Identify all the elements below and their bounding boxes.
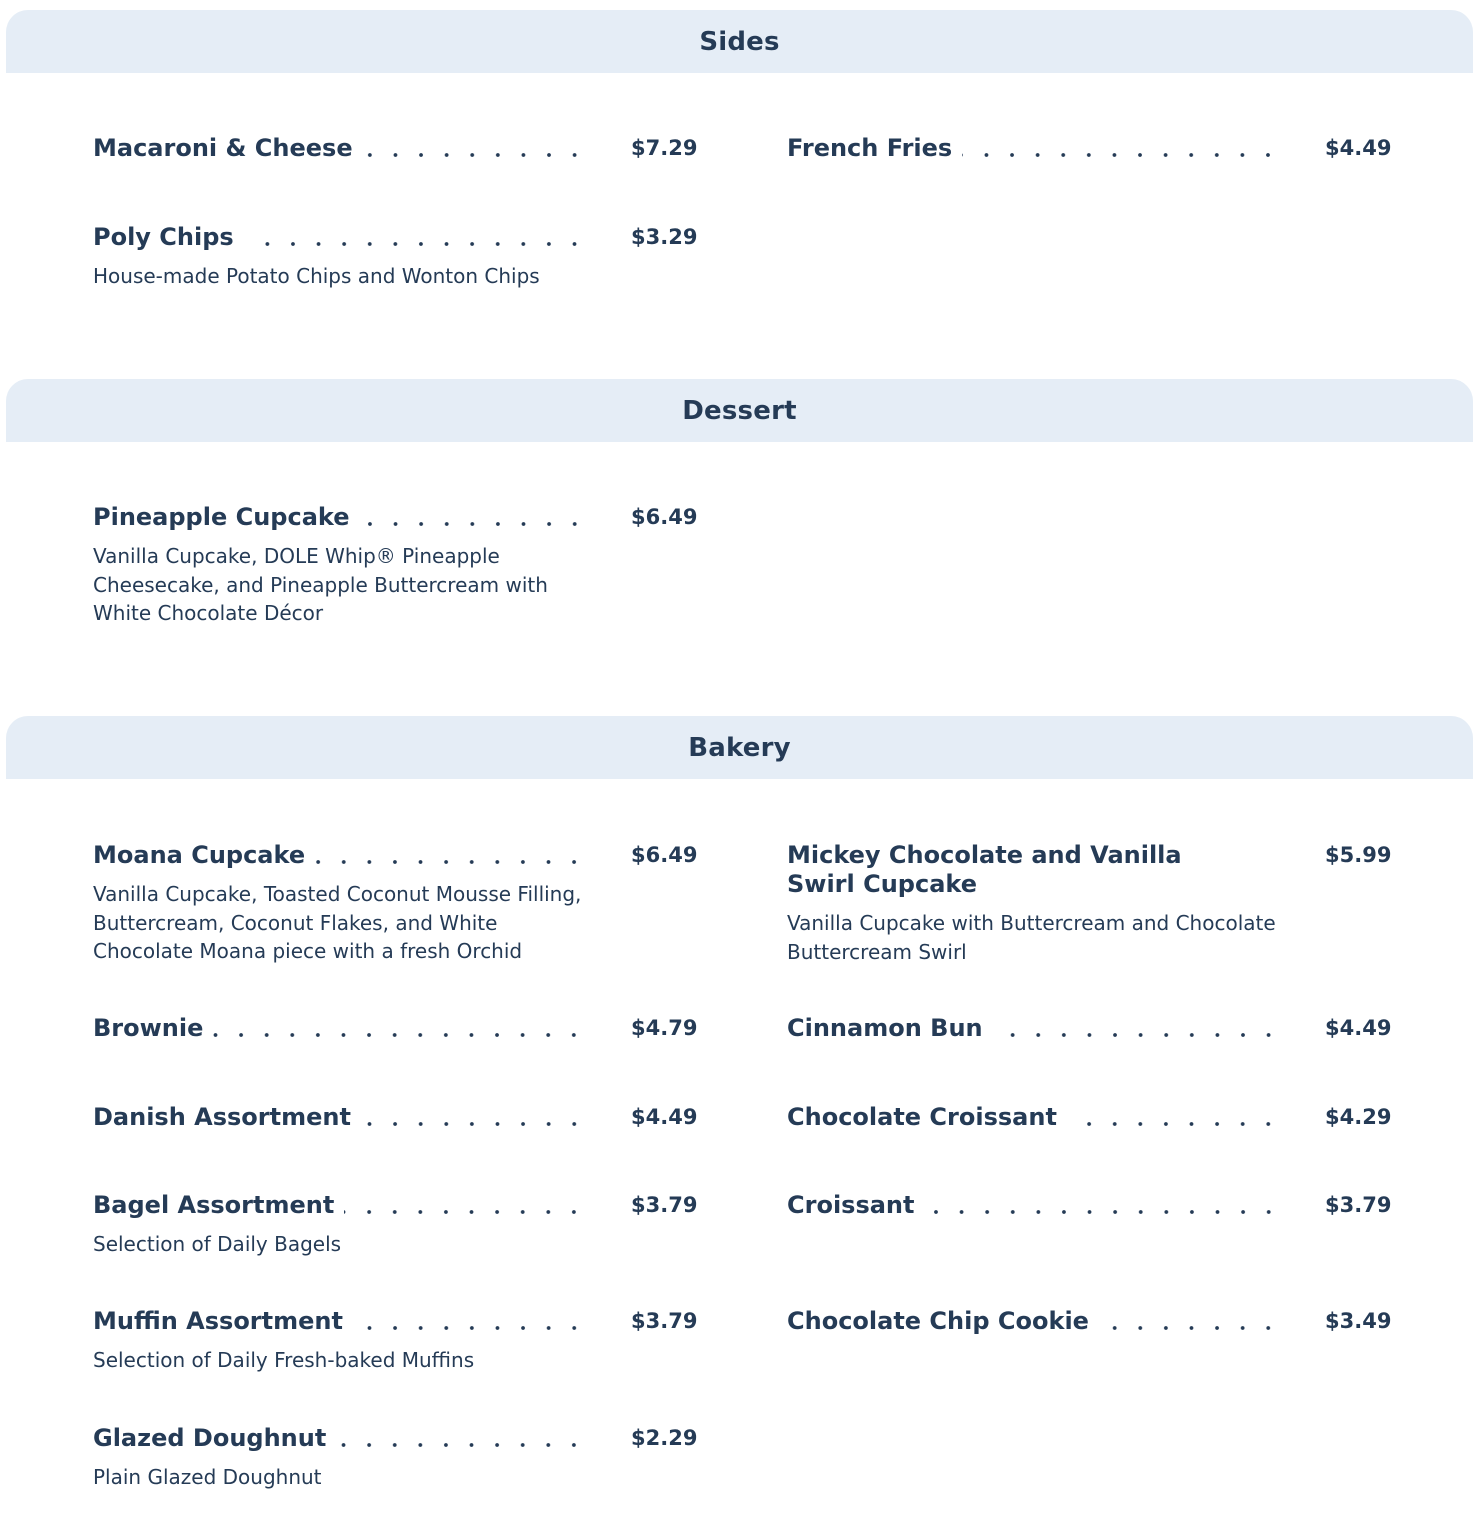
dot-leader [925,1191,1282,1220]
item-name: Chocolate Croissant [787,1103,1057,1131]
menu-item[interactable] [787,1307,1392,1336]
item-price: $4.79 [631,1016,698,1040]
item-price: $7.29 [631,136,698,160]
menu-item[interactable] [787,1103,1392,1132]
dot-leader [360,503,588,532]
item-price: $3.79 [1325,1193,1392,1217]
dot-leader [361,1103,587,1132]
item-name: Chocolate Chip Cookie [787,1307,1089,1335]
dot-leader [962,134,1281,163]
dot-leader [993,1014,1281,1043]
menu-item[interactable] [787,134,1392,163]
item-description: Plain Glazed Doughnut [93,1465,322,1489]
dot-leader [363,134,587,163]
item-price: $3.79 [631,1193,698,1217]
item-price: $3.49 [1325,1309,1392,1333]
section-title: Dessert [682,395,797,426]
item-price: $2.29 [631,1426,698,1450]
dot-leader [336,1424,587,1453]
item-description: Selection of Daily Bagels [93,1232,342,1256]
dot-leader [1067,1103,1281,1132]
section-header-bakery [6,716,1473,779]
dot-leader [1099,1307,1281,1336]
dot-leader [244,223,587,252]
item-price: $3.29 [631,225,698,249]
item-price: $6.49 [631,505,698,529]
item-name: Macaroni & Cheese [93,134,353,162]
menu-item[interactable] [93,503,698,628]
item-price: $4.49 [1325,1016,1392,1040]
item-description: Selection of Daily Fresh-baked Muffins [93,1348,475,1372]
item-price: $3.79 [631,1309,698,1333]
menu-item[interactable] [93,1103,698,1132]
menu-item[interactable] [93,1424,698,1492]
section-title: Sides [699,26,780,57]
item-name: French Fries [787,134,953,162]
item-price: $4.49 [1325,136,1392,160]
section-header-sides [6,10,1473,73]
menu-item[interactable] [93,1014,698,1043]
menu-item[interactable] [93,223,698,291]
item-name: Glazed Doughnut [93,1424,327,1452]
menu-item[interactable] [787,841,1392,966]
menu-item[interactable] [787,1014,1392,1043]
item-description: Vanilla Cupcake, Toasted Coconut Mousse Filling, Buttercream, Coconut Flakes, and White Chocolate Moana piece with a fresh Orchid [93,882,582,963]
section-title: Bakery [688,732,791,763]
menu-item[interactable] [93,1191,698,1259]
dot-leader [315,841,587,870]
dot-leader [213,1014,587,1043]
item-name: Pineapple Cupcake [93,503,350,531]
item-name: Bagel Assortment [93,1191,335,1219]
dot-leader [344,1191,587,1220]
item-name: Croissant [787,1191,915,1219]
item-description: Vanilla Cupcake, DOLE Whip® Pineapple Cheesecake, and Pineapple Buttercream with White Chocolate Décor [93,544,548,625]
dot-leader [353,1307,587,1336]
menu-item[interactable] [93,841,698,966]
menu-item[interactable] [93,134,698,163]
item-name: Muffin Assortment [93,1307,343,1335]
item-name: Moana Cupcake [93,841,306,869]
section-header-dessert [6,379,1473,442]
item-price: $4.29 [1325,1105,1392,1129]
item-name: Danish Assortment [93,1103,351,1131]
item-name: Mickey Chocolate and Vanilla Swirl Cupcake [787,841,1182,898]
item-name: Poly Chips [93,223,234,251]
menu-item[interactable] [787,1191,1392,1220]
item-name: Brownie [93,1014,204,1042]
item-description: House-made Potato Chips and Wonton Chips [93,264,540,288]
item-description: Vanilla Cupcake with Buttercream and Chocolate Buttercream Swirl [787,911,1276,964]
item-name: Cinnamon Bun [787,1014,983,1042]
item-price: $4.49 [631,1105,698,1129]
menu-item[interactable] [93,1307,698,1375]
item-price: $6.49 [631,843,698,867]
item-price: $5.99 [1325,843,1392,867]
